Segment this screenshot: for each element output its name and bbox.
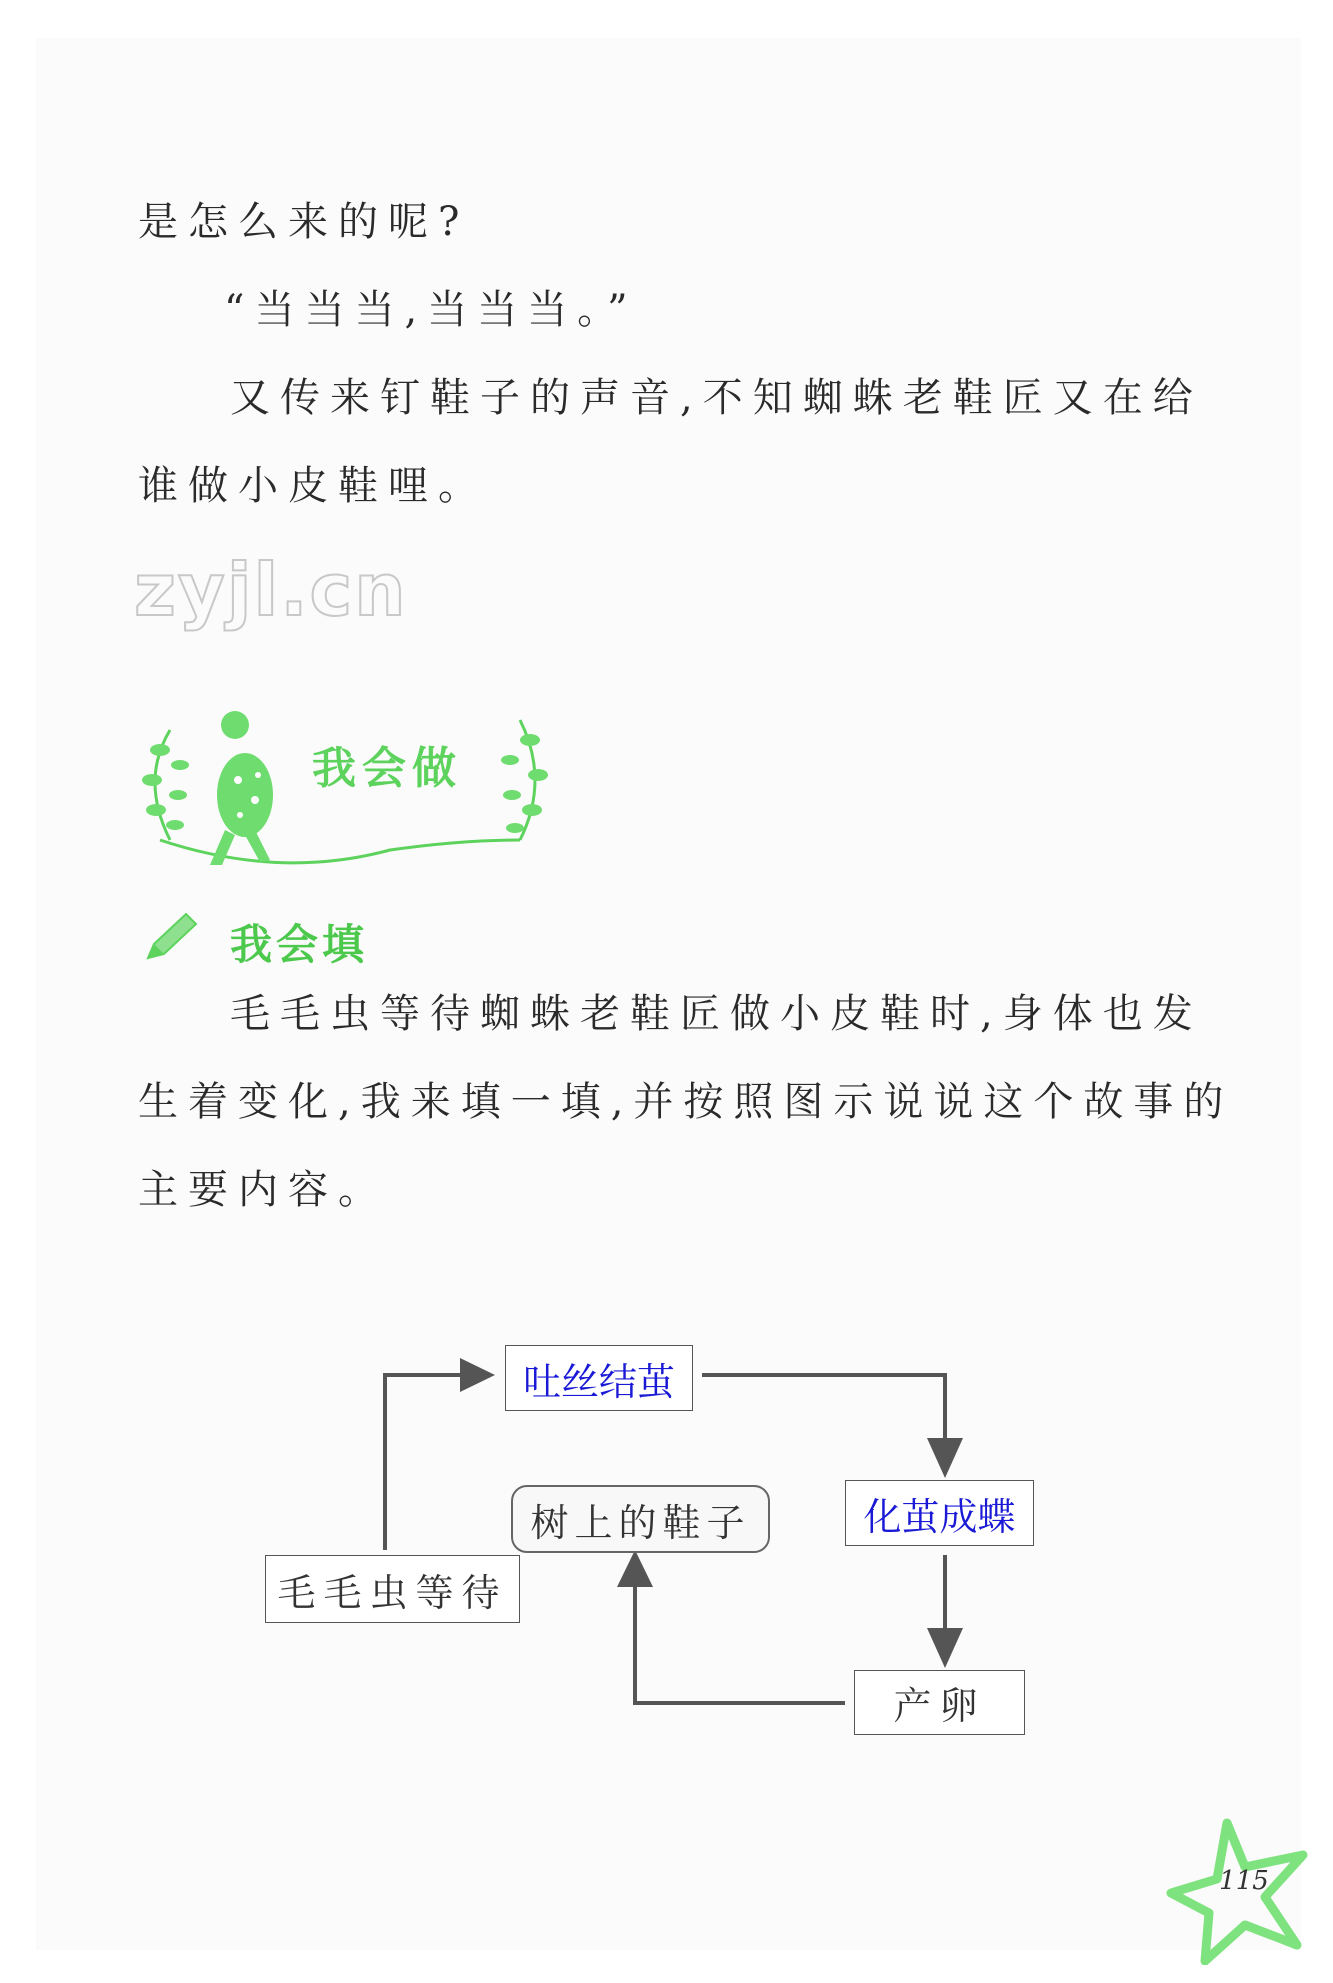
step-box-spin-cocoon: 吐丝结茧 [505,1345,693,1411]
story-line-3a: 又传来钉鞋子的声音,不知蜘蛛老鞋匠又在给 [230,375,1203,421]
instruction-line-c: 主要内容。 [138,1167,388,1213]
watermark: zyjl.cn [134,548,408,632]
story-paragraph-3 [138,354,1203,530]
instruction-paragraph [138,970,1234,1234]
story-line-3b: 谁做小皮鞋哩。 [138,463,488,509]
center-box-story-title: 树上的鞋子 [511,1485,770,1553]
story-line-2: “当当当,当当当。” [224,287,638,333]
story-cycle-diagram [255,1330,1045,1750]
step-box-become-butterfly: 化茧成蝶 [845,1480,1034,1546]
subsection-title: 我会填 [230,920,369,969]
pencil-icon [140,906,202,966]
story-line-1: 是怎么来的呢? [138,199,470,245]
section-title: 我会做 [312,743,462,794]
instruction-line-a: 毛毛虫等待蜘蛛老鞋匠做小皮鞋时,身体也发 [230,991,1203,1037]
story-paragraph-2 [224,266,1264,354]
page-number: 115 [1219,1866,1269,1896]
step-box-lay-eggs: 产卵 [854,1670,1025,1735]
start-box-caterpillar-waits: 毛毛虫等待 [265,1555,520,1623]
instruction-line-b: 生着变化,我来填一填,并按照图示说说这个故事的 [138,1079,1234,1125]
story-paragraph-1 [138,178,1178,266]
